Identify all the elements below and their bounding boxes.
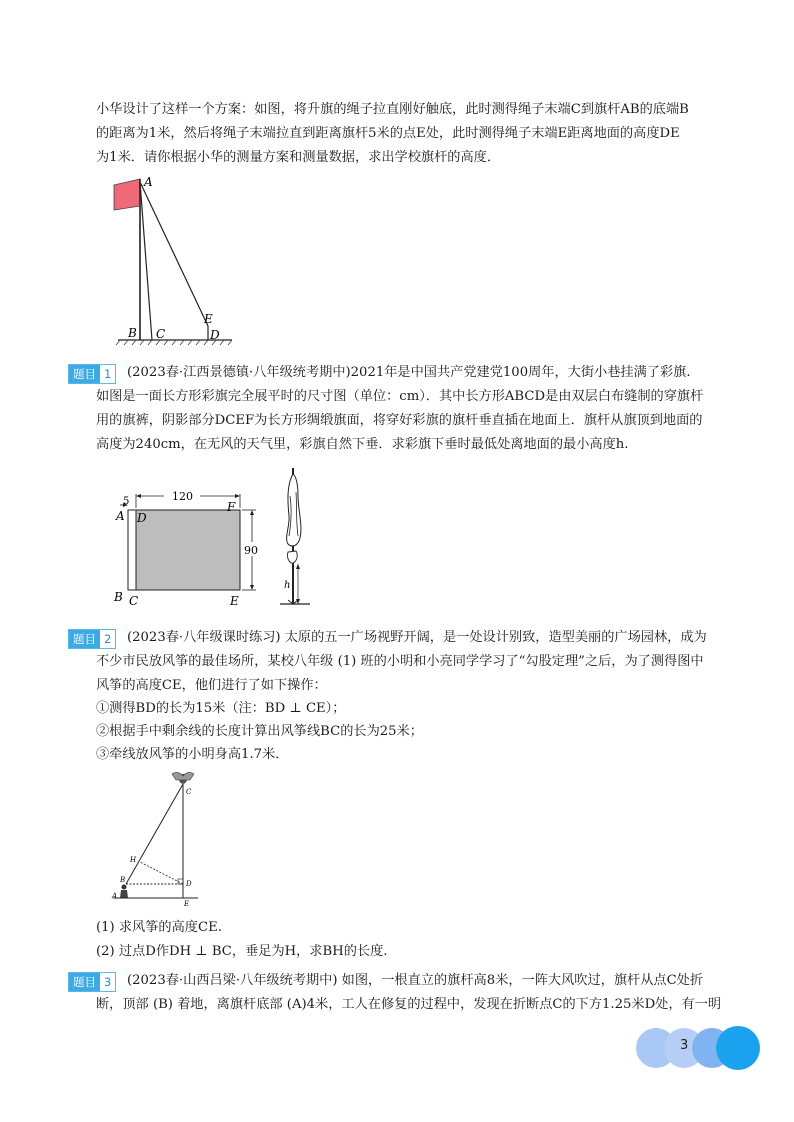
label-height: 90 — [244, 544, 258, 557]
q1-line-3: 用的旗裤，阴影部分DCEF为长方形绸缎旗面，将穿好彩旗的旗杆垂直插在地面上．旗杆从旗顶到地面的 — [96, 413, 703, 428]
q2-line-2: 不少市民放风筝的最佳场所，某校八年级 (1) 班的小明和小亮同学学习了“勾股定理”之后，为了测得图中 — [96, 654, 704, 669]
q2-line-3: 风筝的高度CE，他们进行了如下操作： — [96, 678, 327, 693]
q3-badge-label: 题目 — [69, 973, 100, 991]
label-A: A — [144, 175, 153, 189]
label-H: H — [130, 856, 137, 864]
q2-line-6: ③牵线放风筝的小明身高1.7米． — [96, 747, 289, 762]
figure-kite — [108, 770, 208, 910]
flag — [114, 179, 140, 210]
q3-line-1: (2023春·山西吕梁·八年级统考期中) 如图，一根直立的旗杆高8米，一阵大风吹过，旗杆从点C处折 — [127, 973, 704, 988]
label-A: A — [112, 892, 118, 900]
q1-line-1: (2023春·江西景德镇·八年级统考期中)2021年是中国共产党建党100周年，大街小巷挂满了彩旗. — [127, 365, 691, 380]
kite-icon — [172, 772, 194, 784]
page-number-badge — [636, 1028, 754, 1068]
banner-fabric — [136, 510, 240, 590]
label-h: h — [284, 580, 291, 591]
q2-line-5: ②根据手中剩余线的长度计算出风筝线BC的长为25米； — [96, 724, 423, 739]
label-width: 120 — [172, 490, 193, 503]
q1-badge-number: 1 — [100, 365, 115, 383]
label-D: D — [210, 328, 220, 342]
label-D: D — [186, 880, 192, 888]
q2-badge-number: 2 — [100, 630, 115, 648]
q3-badge-number: 3 — [100, 973, 115, 991]
label-F: F — [227, 500, 236, 514]
q2-badge — [68, 629, 116, 649]
intro-line-1: 小华设计了这样一个方案：如图，将升旗的绳子拉直刚好触底，此时测得绳子末端C到旗杆AB的底端B — [96, 102, 689, 117]
label-E: E — [230, 594, 239, 608]
q1-line-2: 如图是一面长方形彩旗完全展平时的尺寸图（单位：cm）．其中长方形ABCD是由双层白布缝制的穿旗杆 — [96, 389, 704, 404]
q2-sub-1: (1) 求风筝的高度CE. — [96, 920, 222, 935]
label-B: B — [120, 876, 126, 884]
label-5: 5 — [123, 496, 130, 507]
intro-line-2: 的距离为1米，然后将绳子末端拉直到距离旗杆5米的点E处，此时测得绳子末端E距离地面的高度DE — [96, 126, 680, 141]
label-A: A — [116, 509, 125, 523]
figure-banner — [110, 480, 260, 610]
q2-line-4: ①测得BD的长为15米（注：BD ⊥ CE）； — [96, 701, 346, 716]
page-number: 3 — [680, 1038, 689, 1053]
q3-line-2: 断，顶部 (B) 着地，离旗杆底部 (A)4米，工人在修复的过程中，发现在折断点C的下方1.25米D处，有一明 — [96, 997, 722, 1012]
figure-hanging-banner — [276, 466, 316, 608]
q1-line-4: 高度为240cm，在无风的天气里，彩旗自然下垂．求彩旗下垂时最低处离地面的最小高度h. — [96, 437, 629, 452]
label-C: C — [156, 327, 166, 341]
label-D: D — [137, 511, 147, 525]
q1-badge — [68, 364, 116, 384]
figure-flagpole — [100, 170, 240, 345]
label-C: C — [129, 594, 139, 608]
q2-sub-2: (2) 过点D作DH ⊥ BC，垂足为H，求BH的长度. — [96, 944, 388, 959]
q3-badge — [68, 972, 116, 992]
intro-line-3: 为1米．请你根据小华的测量方案和测量数据，求出学校旗杆的高度． — [96, 150, 501, 165]
q2-line-1: (2023春·八年级课时练习) 太原的五一广场视野开阔，是一处设计别致，造型美丽的广场园林，成为 — [127, 630, 707, 645]
label-E: E — [184, 900, 190, 908]
q1-badge-label: 题目 — [69, 365, 100, 383]
label-C: C — [186, 788, 192, 796]
label-B: B — [114, 590, 123, 604]
label-B: B — [128, 326, 137, 340]
q2-badge-label: 题目 — [69, 630, 100, 648]
label-E: E — [204, 312, 213, 326]
